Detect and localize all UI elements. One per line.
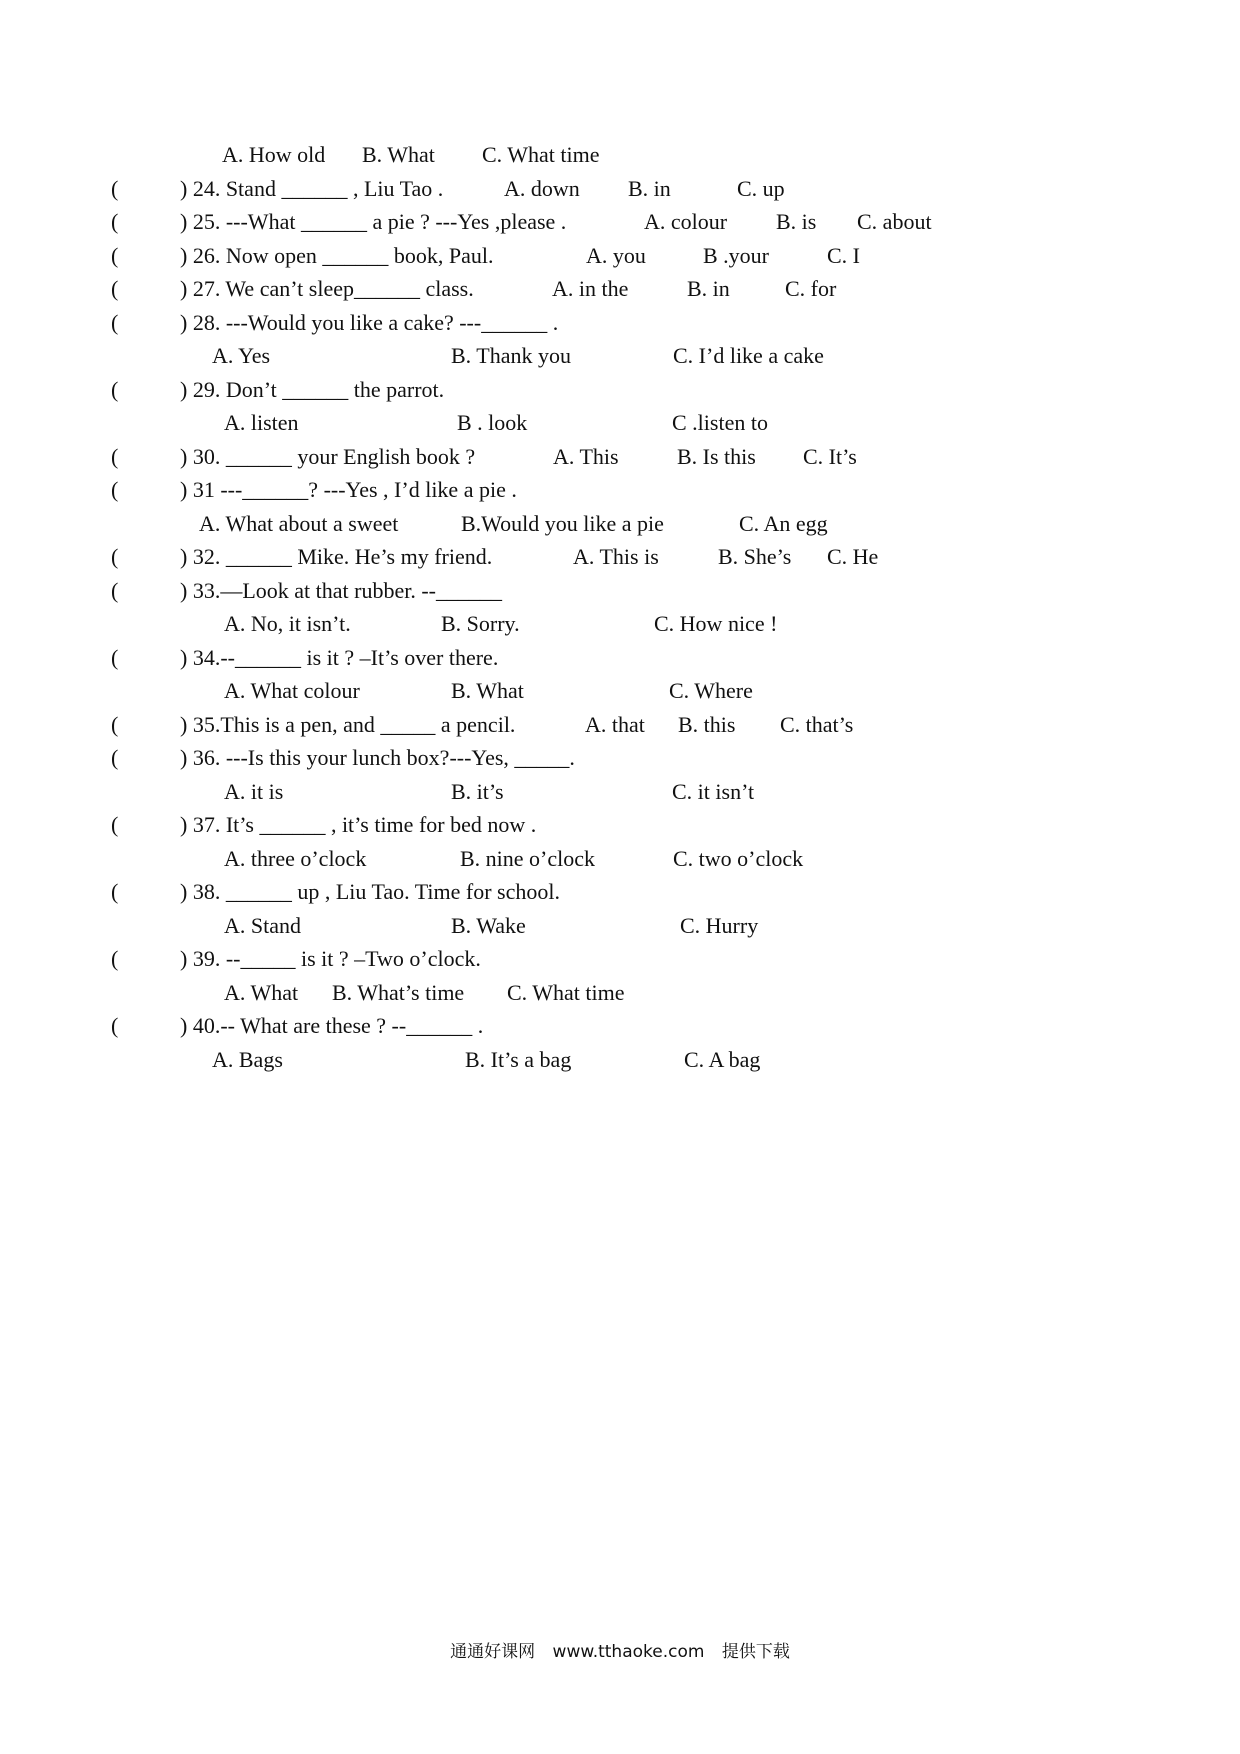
question-text: ) 30. ______ your English book ? [180, 444, 476, 469]
footer-url: www.tthaoke.com [552, 1642, 705, 1662]
answer-option: B. nine o’clock [460, 846, 596, 871]
answer-option: A. three o’clock [224, 846, 367, 871]
line-q36 [0, 741, 1240, 775]
line-q29-options [0, 406, 1240, 440]
answer-blank-paren: ( [111, 276, 119, 301]
answer-option: C. that’s [780, 712, 854, 737]
answer-option: C. it isn’t [672, 779, 755, 804]
answer-option: B. She’s [718, 544, 792, 569]
question-text: ) 38. ______ up , Liu Tao. Time for school. [180, 879, 560, 904]
question-text: ) 33.—Look at that rubber. --______ [180, 578, 502, 603]
answer-option: A. down [504, 176, 580, 201]
answer-option: B. in [628, 176, 671, 201]
footer-site-name: 通通好课网 [450, 1642, 536, 1662]
line-q28 [0, 306, 1240, 340]
line-q37-options [0, 842, 1240, 876]
answer-option: A. listen [224, 410, 299, 435]
page-footer [0, 1637, 1240, 1667]
line-q34 [0, 641, 1240, 675]
line-q40-options [0, 1043, 1240, 1077]
line-q29 [0, 373, 1240, 407]
line-q38-options [0, 909, 1240, 943]
answer-blank-paren: ( [111, 812, 119, 837]
answer-option: C. up [737, 176, 785, 201]
answer-option: C. What time [507, 980, 625, 1005]
line-q32 [0, 540, 1240, 574]
answer-option: A. How old [222, 142, 326, 167]
answer-option: A. What [224, 980, 299, 1005]
answer-blank-paren: ( [111, 243, 119, 268]
question-text: ) 40.-- What are these ? --______ . [180, 1013, 484, 1038]
line-q37 [0, 808, 1240, 842]
question-text: ) 32. ______ Mike. He’s my friend. [180, 544, 493, 569]
answer-option: B. Sorry. [441, 611, 520, 636]
question-text: ) 35.This is a pen, and _____ a pencil. [180, 712, 516, 737]
answer-blank-paren: ( [111, 444, 119, 469]
line-q31-options [0, 507, 1240, 541]
answer-option: C. An egg [739, 511, 828, 536]
answer-option: B. this [678, 712, 736, 737]
answer-option: B. it’s [451, 779, 504, 804]
answer-option: A. Stand [224, 913, 301, 938]
answer-option: B . look [457, 410, 528, 435]
answer-blank-paren: ( [111, 946, 119, 971]
line-q28-options [0, 339, 1240, 373]
answer-option: C. What time [482, 142, 600, 167]
answer-option: B. What [451, 678, 524, 703]
line-q23-options [0, 138, 1240, 172]
answer-option: B.Would you like a pie [461, 511, 664, 536]
answer-option: C. A bag [684, 1047, 761, 1072]
answer-blank-paren: ( [111, 645, 119, 670]
answer-option: B. Wake [451, 913, 526, 938]
answer-blank-paren: ( [111, 1013, 119, 1038]
answer-blank-paren: ( [111, 377, 119, 402]
line-q30 [0, 440, 1240, 474]
line-q25 [0, 205, 1240, 239]
answer-blank-paren: ( [111, 879, 119, 904]
line-q35 [0, 708, 1240, 742]
line-q27 [0, 272, 1240, 306]
answer-option: B. What [362, 142, 435, 167]
answer-option: A. it is [224, 779, 284, 804]
answer-option: B. It’s a bag [465, 1047, 572, 1072]
question-text: ) 24. Stand ______ , Liu Tao . [180, 176, 444, 201]
answer-option: C. It’s [803, 444, 857, 469]
answer-blank-paren: ( [111, 544, 119, 569]
answer-option: A. in the [552, 276, 629, 301]
answer-option: C. I’d like a cake [673, 343, 824, 368]
line-q39-options [0, 976, 1240, 1010]
answer-option: B .your [703, 243, 769, 268]
answer-option: A. that [585, 712, 645, 737]
answer-option: C. for [785, 276, 837, 301]
answer-option: C. Hurry [680, 913, 759, 938]
answer-option: C .listen to [672, 410, 768, 435]
question-text: ) 39. --_____ is it ? –Two o’clock. [180, 946, 481, 971]
answer-blank-paren: ( [111, 712, 119, 737]
answer-option: C. two o’clock [673, 846, 804, 871]
line-q34-options [0, 674, 1240, 708]
answer-option: B. in [687, 276, 730, 301]
question-text: ) 27. We can’t sleep______ class. [180, 276, 474, 301]
answer-option: C. How nice ! [654, 611, 778, 636]
answer-option: A. This [553, 444, 619, 469]
answer-option: A. you [586, 243, 646, 268]
answer-option: B. is [776, 209, 817, 234]
answer-option: C. He [827, 544, 879, 569]
question-text: ) 37. It’s ______ , it’s time for bed now . [180, 812, 537, 837]
line-q39 [0, 942, 1240, 976]
question-text: ) 36. ---Is this your lunch box?---Yes, _____. [180, 745, 575, 770]
line-q40 [0, 1009, 1240, 1043]
answer-option: B. Thank you [451, 343, 571, 368]
question-text: ) 29. Don’t ______ the parrot. [180, 377, 445, 402]
line-q33-options [0, 607, 1240, 641]
answer-option: A. This is [573, 544, 659, 569]
footer-suffix: 提供下载 [721, 1642, 790, 1662]
answer-blank-paren: ( [111, 477, 119, 502]
question-text: ) 26. Now open ______ book, Paul. [180, 243, 494, 268]
answer-blank-paren: ( [111, 745, 119, 770]
line-q33 [0, 574, 1240, 608]
answer-option: A. No, it isn’t. [224, 611, 351, 636]
question-text: ) 34.--______ is it ? –It’s over there. [180, 645, 499, 670]
line-q38 [0, 875, 1240, 909]
answer-option: A. What about a sweet [199, 511, 399, 536]
answer-option: A. What colour [224, 678, 360, 703]
answer-option: C. about [857, 209, 932, 234]
answer-blank-paren: ( [111, 578, 119, 603]
question-text: ) 28. ---Would you like a cake? ---______ . [180, 310, 559, 335]
line-q26 [0, 239, 1240, 273]
line-q36-options [0, 775, 1240, 809]
answer-blank-paren: ( [111, 176, 119, 201]
answer-option: A. colour [644, 209, 728, 234]
answer-blank-paren: ( [111, 209, 119, 234]
answer-blank-paren: ( [111, 310, 119, 335]
question-text: ) 31 ---______? ---Yes , I’d like a pie . [180, 477, 517, 502]
answer-option: B. Is this [677, 444, 756, 469]
question-text: ) 25. ---What ______ a pie ? ---Yes ,please . [180, 209, 567, 234]
answer-option: C. I [827, 243, 860, 268]
line-q24 [0, 172, 1240, 206]
line-q31 [0, 473, 1240, 507]
answer-option: C. Where [669, 678, 753, 703]
answer-option: A. Bags [212, 1047, 283, 1072]
answer-option: B. What’s time [332, 980, 465, 1005]
answer-option: A. Yes [212, 343, 271, 368]
